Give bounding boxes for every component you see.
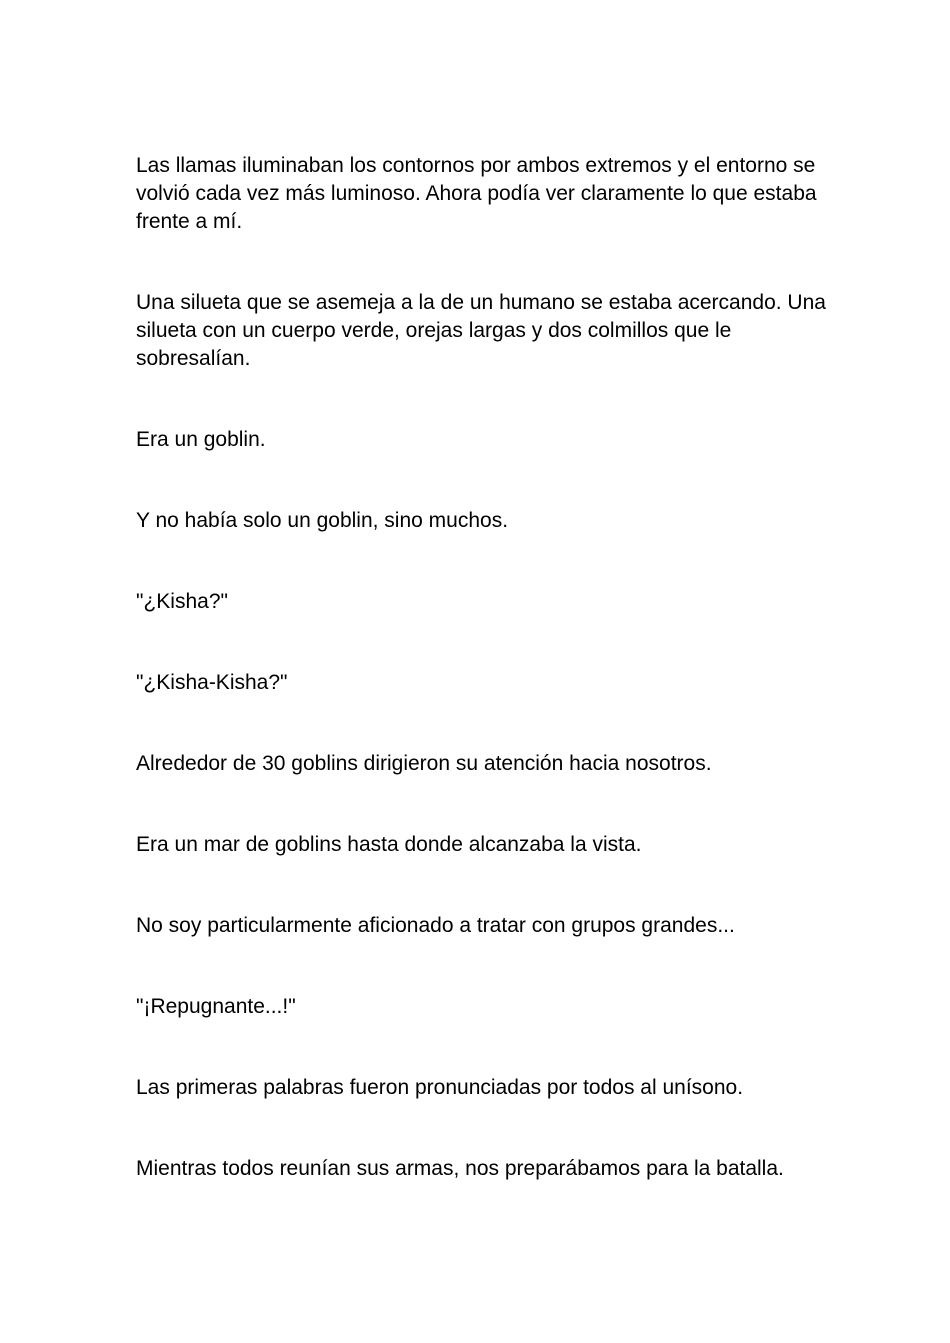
paragraph-3: Era un goblin. — [136, 428, 266, 451]
paragraph-7: Alrededor de 30 goblins dirigieron su atención hacia nosotros. — [136, 752, 712, 775]
paragraph-8: Era un mar de goblins hasta donde alcanzaba la vista. — [136, 833, 642, 856]
paragraph-6: "¿Kisha-Kisha?" — [136, 671, 288, 694]
paragraph-1: Las llamas iluminaban los contornos por ambos extremos y el entorno se volvió cada vez más luminoso. Ahora podía ver claramente lo que estaba frente a mí. — [136, 154, 817, 233]
paragraph-11: Las primeras palabras fueron pronunciadas por todos al unísono. — [136, 1076, 744, 1099]
paragraph-12: Mientras todos reunían sus armas, nos preparábamos para la batalla. — [136, 1157, 784, 1180]
paragraph-2: Una silueta que se asemeja a la de un humano se estaba acercando. Una silueta con un cuerpo verde, orejas largas y dos colmillos que le sobresalían. — [136, 291, 826, 370]
paragraph-9: No soy particularmente aficionado a tratar con grupos grandes... — [136, 914, 735, 937]
paragraph-5: "¿Kisha?" — [136, 590, 228, 613]
document-body — [136, 152, 836, 1236]
paragraph-10: "¡Repugnante...!" — [136, 995, 296, 1018]
paragraph-4: Y no había solo un goblin, sino muchos. — [136, 509, 509, 532]
